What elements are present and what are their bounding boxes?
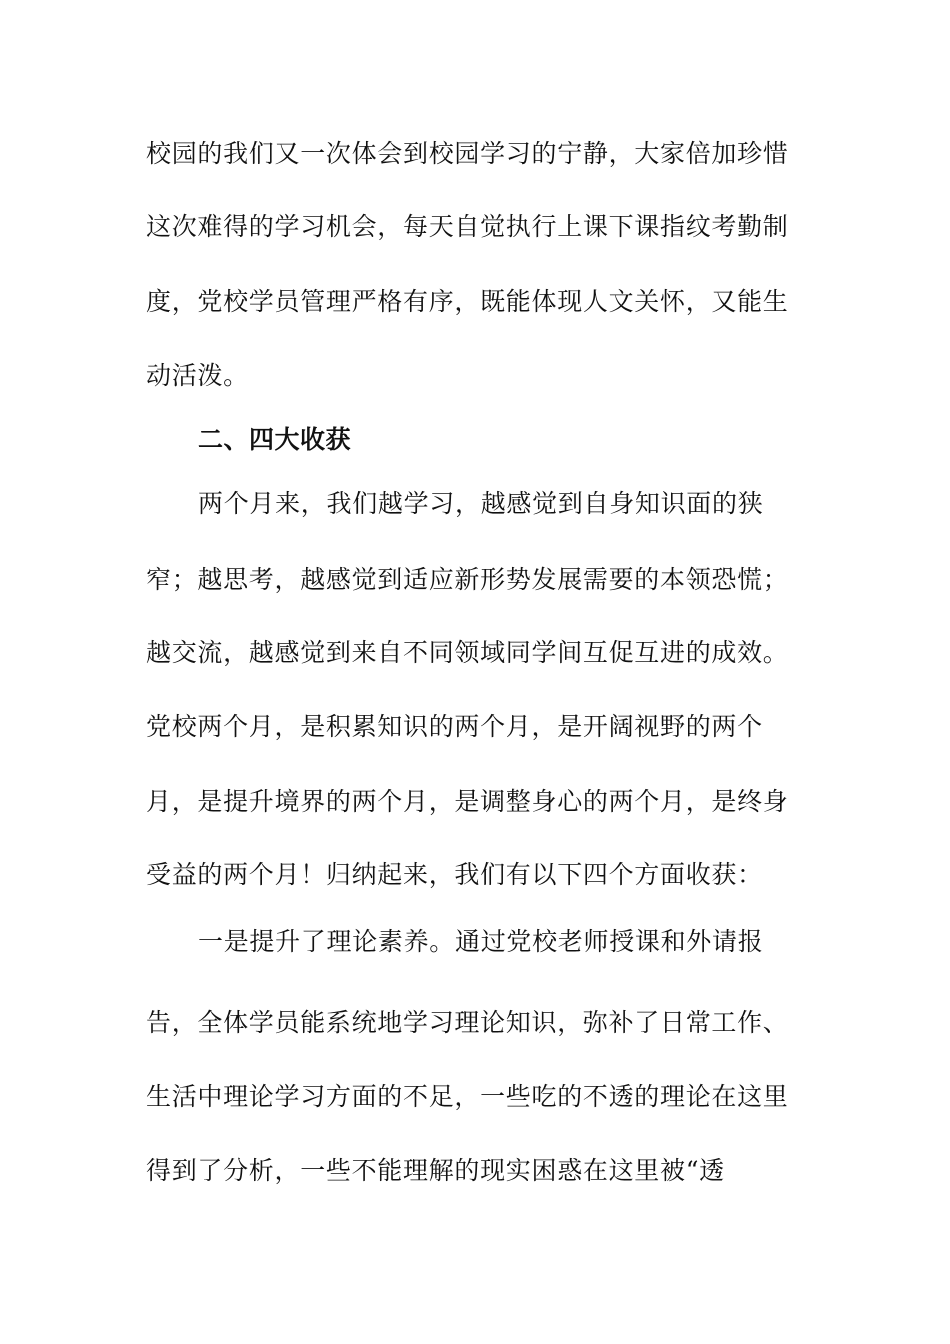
paragraph-line: 这次难得的学习机会，每天自觉执行上课下课指纹考勤制 [146, 212, 789, 241]
paragraph-line: 告，全体学员能系统地学习理论知识，弥补了日常工作、 [146, 1008, 789, 1037]
paragraph-line: 度，党校学员管理严格有序，既能体现人文关怀，又能生 [146, 287, 789, 316]
paragraph-line: 生活中理论学习方面的不足，一些吃的不透的理论在这里 [146, 1082, 789, 1111]
paragraph-line: 动活泼。 [146, 361, 249, 390]
section-heading: 二、四大收获 [198, 425, 352, 454]
paragraph-line: 一是提升了理论素养。通过党校老师授课和外请报 [198, 927, 764, 956]
paragraph-line: 党校两个月，是积累知识的两个月，是开阔视野的两个 [146, 712, 763, 741]
paragraph-line: 越交流，越感觉到来自不同领域同学间互促互进的成效。 [146, 638, 789, 667]
paragraph-line: 两个月来，我们越学习，越感觉到自身知识面的狭 [198, 489, 764, 518]
paragraph-line: 得到了分析，一些不能理解的现实困惑在这里被“透 [146, 1156, 725, 1185]
paragraph-line: 校园的我们又一次体会到校园学习的宁静，大家倍加珍惜 [146, 139, 789, 168]
paragraph-line: 受益的两个月！归纳起来，我们有以下四个方面收获： [146, 860, 763, 889]
paragraph-line: 月，是提升境界的两个月，是调整身心的两个月，是终身 [146, 787, 789, 816]
paragraph-line: 窄；越思考，越感觉到适应新形势发展需要的本领恐慌； [146, 565, 789, 594]
